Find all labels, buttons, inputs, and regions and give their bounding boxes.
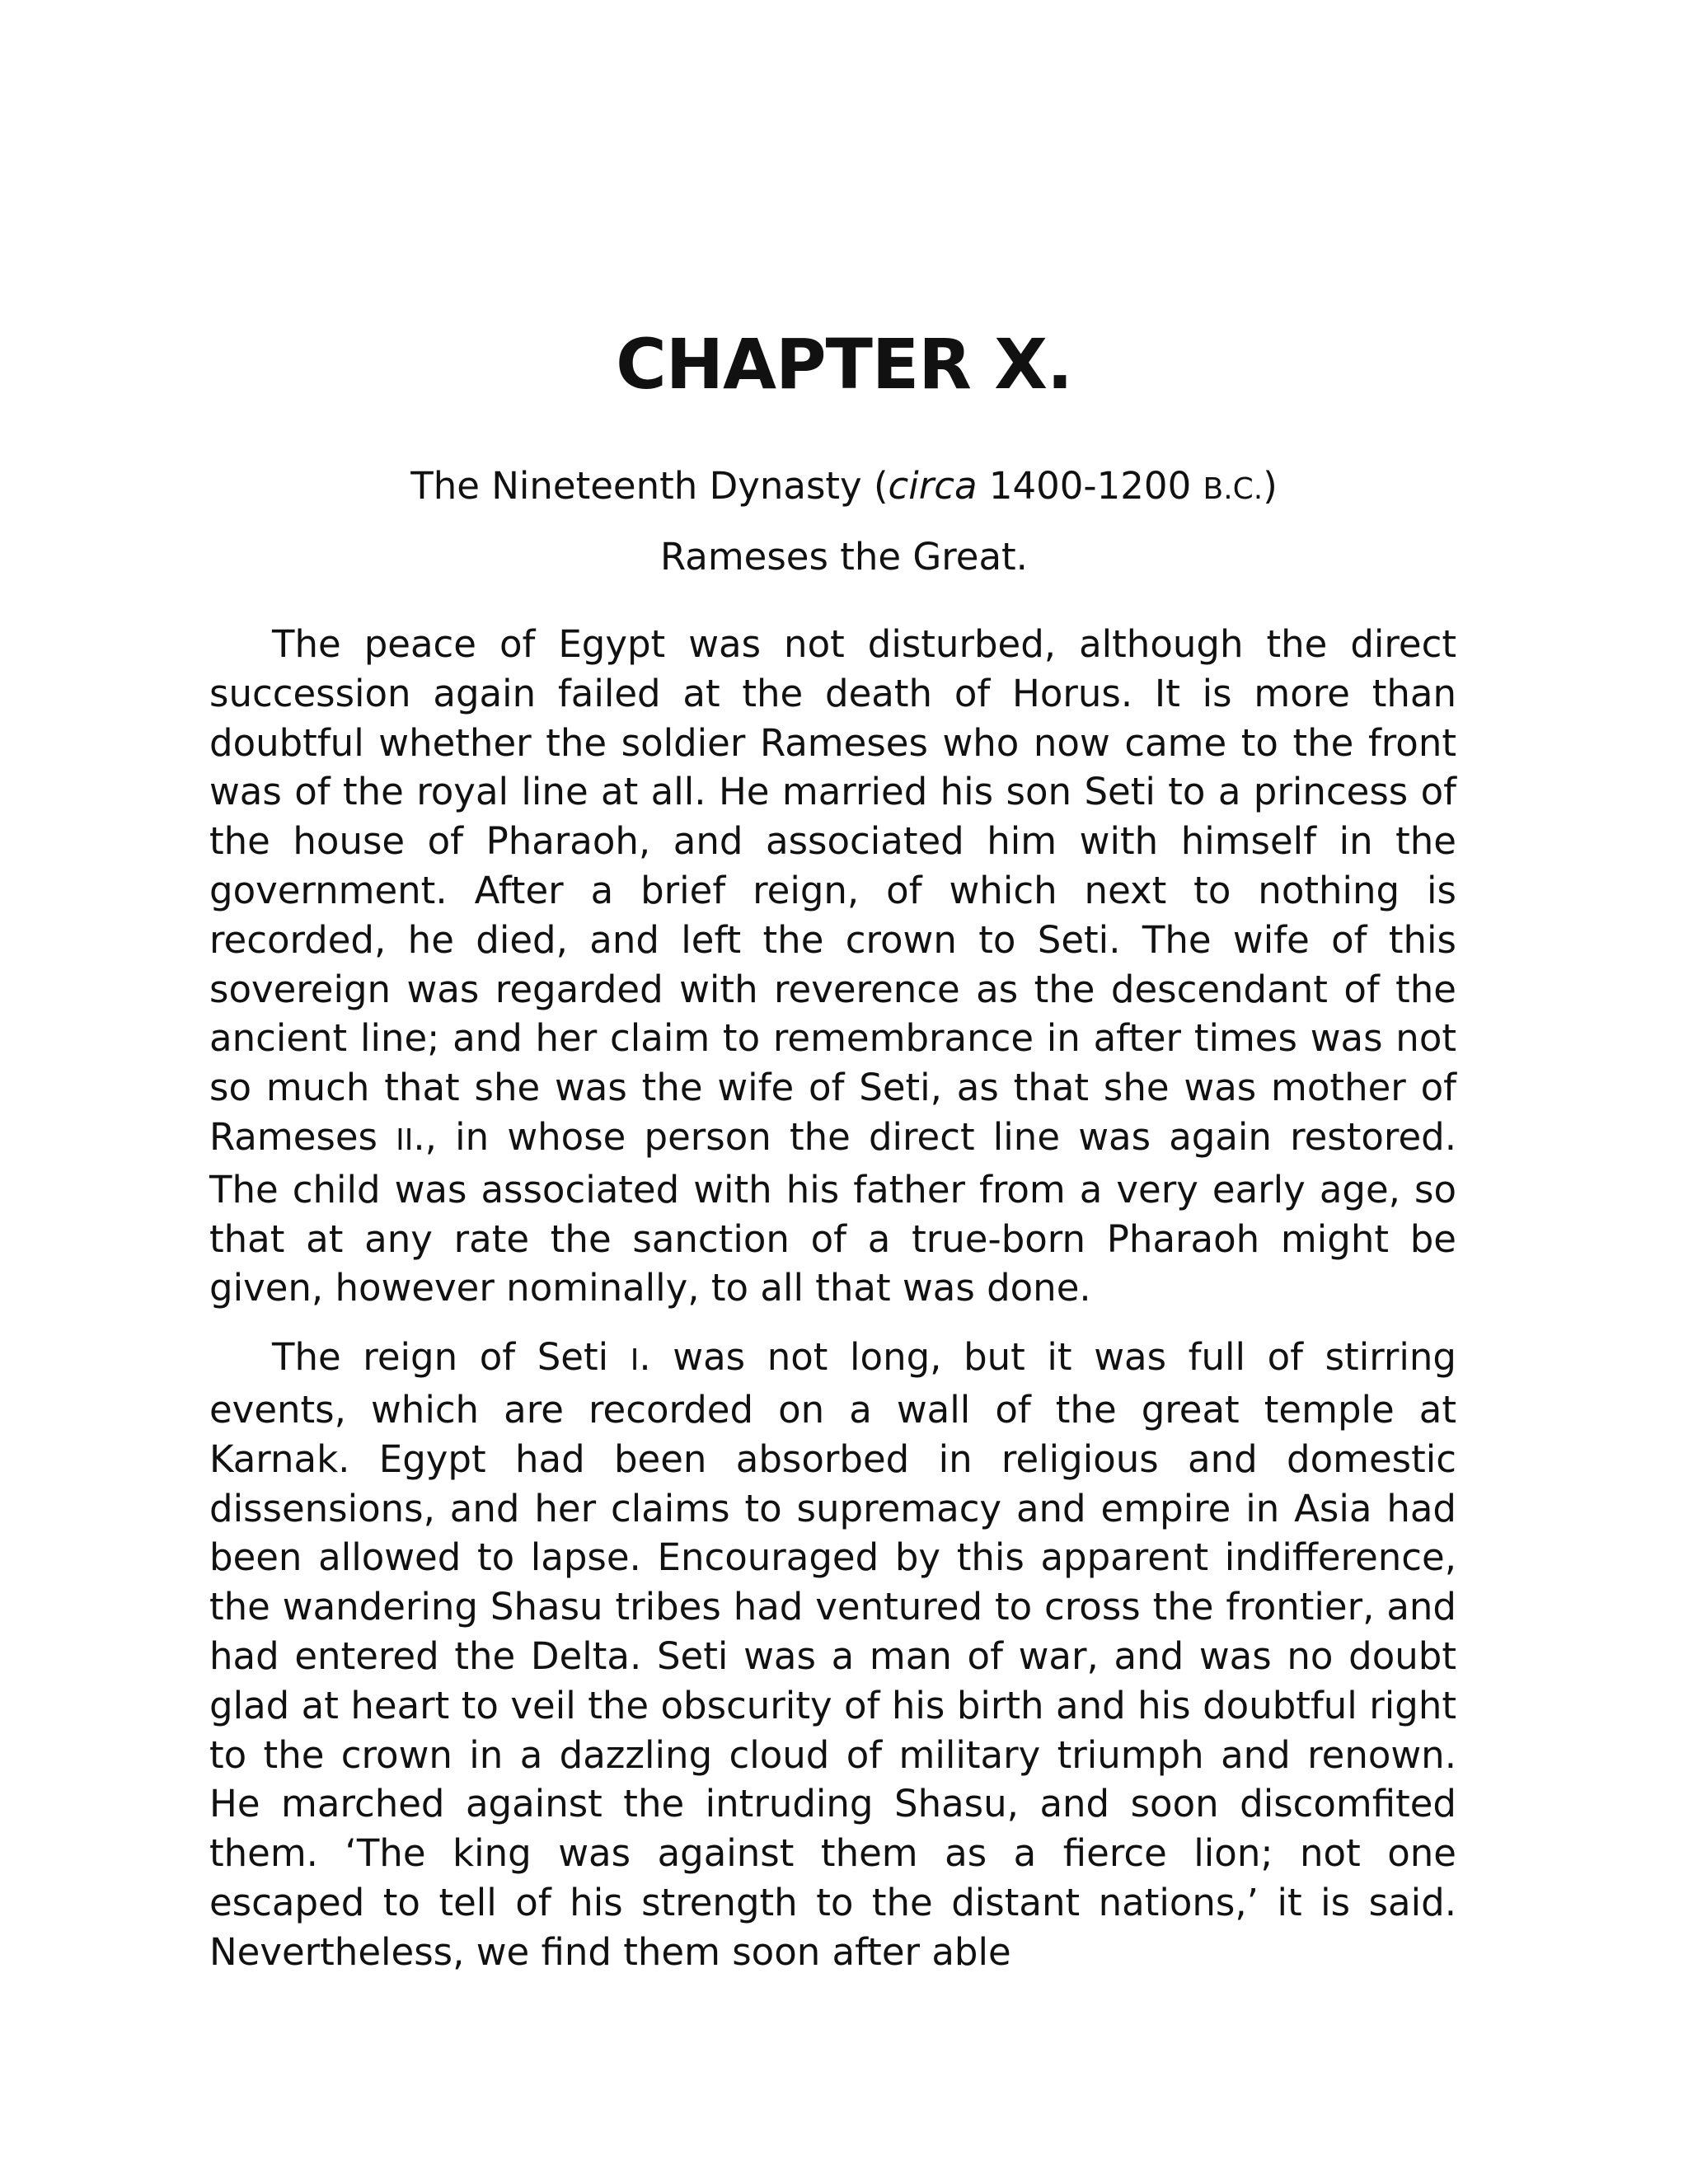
- paragraph-2-text-b: . was not long, but it was full of stirring events, which are recorded on a wall of the great temple at Karnak. Egypt had been absorbed in religious and domestic dissensions, and her claims to supremacy and empire in Asia had been allowed to lapse. Encouraged by this apparent indifference, the wandering Shasu tribes had ventured to cross the frontier, and had entered the Delta. Seti was a man of war, and was no doubt glad at heart to veil the obscurity of his birth and his doubtful right to the crown in a dazzling cloud of military triumph and renown. He marched against the intruding Shasu, and soon discomfited them. ‘The king was against them as a fierce lion; not one escaped to tell of his strength to the distant nations,’ it is said. Nevertheless, we find them soon after able: [209, 1335, 1457, 1974]
- subtitle-text-before: The Nineteenth Dynasty (: [410, 464, 889, 508]
- chapter-subtitle-rameses: Rameses the Great.: [659, 535, 1028, 579]
- paragraph-2-numeral: I: [630, 1343, 640, 1378]
- paragraph-1-text-a: The peace of Egypt was not disturbed, although the direct succession again failed at the death of Horus. It is more than doubtful whether the soldier Rameses who now came to the front was of the royal line at all. He married his son Seti to a princess of the house of Pharaoh, and associated him with himself in the government. After a brief reign, of which next to nothing is recorded, he died, and left the crown to Seti. The wife of this sovereign was regarded with reverence as the descendant of the ancient line; and her claim to remembrance in after times was not so much that she was the wife of Seti, as that she was mother of Rameses: [209, 622, 1456, 1159]
- paragraph-1-numeral: II: [396, 1122, 414, 1157]
- chapter-subtitle-dynasty: [0, 462, 1688, 514]
- subtitle-era: B.C.: [1203, 472, 1264, 506]
- subtitle-text-after: ): [1263, 464, 1278, 508]
- paragraph-2-text-a: The reign of Seti: [272, 1335, 631, 1380]
- subtitle-dates: 1400-1200: [977, 464, 1203, 508]
- paragraph-1: [209, 620, 1456, 1313]
- body-text: [209, 620, 1456, 1997]
- paragraph-1-text-b: ., in whose person the direct line was again restored. The child was associated with his father from a very early age, so that at any rate the sanction of a true-born Pharaoh might be given, however nominally, to all that was done.: [209, 1114, 1456, 1310]
- paragraph-2: [209, 1333, 1456, 1976]
- chapter-title: CHAPTER X.: [616, 324, 1072, 405]
- subtitle-circa: circa: [888, 464, 978, 508]
